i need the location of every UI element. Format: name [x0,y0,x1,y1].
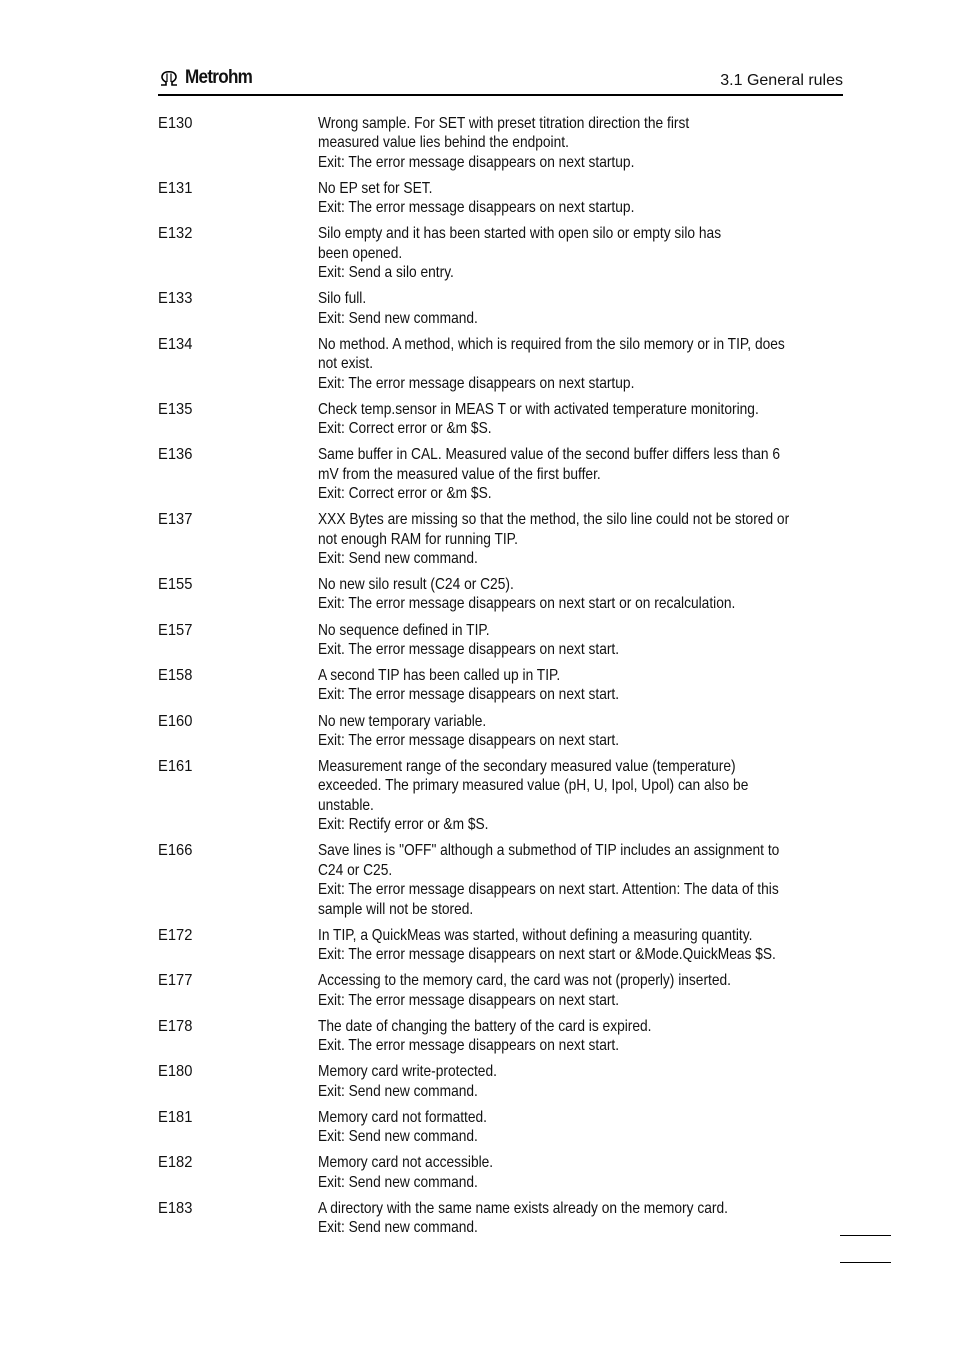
description-line: No new silo result (C24 or C25). [318,576,514,594]
error-description [318,224,772,282]
error-entry [158,400,848,439]
description-line: No method. A method, which is required from the silo memory or in TIP, does [318,335,785,353]
description-line: A directory with the same name exists already on the memory card. [318,1199,728,1217]
description-line: Check temp.sensor in MEAS T or with activated temperature monitoring. [318,400,759,418]
error-entry [158,445,848,503]
description-line: Exit: Send a silo entry. [318,264,454,282]
error-entry [158,621,848,660]
description-line: No EP set for SET. [318,179,433,197]
error-code: E160 [158,712,193,730]
description-line: Save lines is "OFF" although a submethod of TIP includes an assignment to [318,842,780,860]
description-line: not exist. [318,355,374,373]
error-entry [158,841,848,919]
description-line: Exit: Send new command. [318,549,478,567]
error-description [318,841,780,919]
error-entry [158,289,848,328]
error-code: E132 [158,225,193,243]
description-line: Exit: Send new command. [318,1219,478,1237]
error-entry [158,510,848,568]
error-code: E183 [158,1199,193,1217]
description-line: Exit: The error message disappears on next start. [318,731,620,749]
description-line: Exit: The error message disappears on next start. [318,686,620,704]
error-code: E161 [158,758,193,776]
description-line: Same buffer in CAL. Measured value of the second buffer differs less than 6 [318,446,781,464]
error-description [318,179,772,218]
error-code: E158 [158,667,193,685]
description-line: XXX Bytes are missing so that the method, the silo line could not be stored or [318,511,790,529]
error-code: E182 [158,1154,193,1172]
error-code: E178 [158,1017,193,1035]
error-entry [158,757,848,835]
description-line: C24 or C25. [318,861,393,879]
error-code: E177 [158,972,193,990]
error-entry [158,1108,848,1147]
error-description [318,335,785,393]
error-entry [158,712,848,751]
error-entry [158,1062,848,1101]
description-line: In TIP, a QuickMeas was started, without defining a measuring quantity. [318,926,753,944]
description-line: Exit: Send new command. [318,1173,478,1191]
description-line: Memory card not accessible. [318,1154,494,1172]
description-line: Exit. The error message disappears on next start. [318,1037,620,1055]
error-description [318,114,772,172]
error-description [318,1199,772,1238]
error-code: E155 [158,576,193,594]
metrohm-logo [158,67,260,89]
description-line: Exit: Rectify error or &m $S. [318,816,489,834]
error-code: E135 [158,400,193,418]
description-line: Exit: The error message disappears on next startup. [318,374,635,392]
error-code: E133 [158,290,193,308]
error-description [318,575,772,614]
error-entry [158,335,848,393]
description-line: Exit: The error message disappears on next startup. [318,199,635,217]
description-line: Exit: Send new command. [318,1082,478,1100]
error-entry [158,926,848,965]
error-code: E137 [158,511,193,529]
error-description [318,510,790,568]
error-code: E180 [158,1063,193,1081]
description-line: Exit: Correct error or &m $S. [318,420,492,438]
error-entry [158,1153,848,1192]
error-code: E157 [158,621,193,639]
description-line: Silo full. [318,290,367,308]
description-line: exceeded. The primary measured value (pH, U, Ipol, Upol) can also be [318,777,749,795]
logo-text: Metrohm [185,67,253,88]
error-entry [158,666,848,705]
error-description [318,621,772,660]
description-line: sample will not be stored. [318,900,474,918]
error-description [318,445,781,503]
description-line: Silo empty and it has been started with open silo or empty silo has [318,225,722,243]
description-line: not enough RAM for running TIP. [318,530,518,548]
error-code: E136 [158,446,193,464]
description-line: Accessing to the memory card, the card was not (properly) inserted. [318,972,731,990]
description-line: Exit: The error message disappears on next start or on recalculation. [318,595,736,613]
error-code: E134 [158,335,193,353]
description-line: Exit: Send new command. [318,1128,478,1146]
error-entry [158,1199,848,1238]
error-description [318,1153,772,1192]
error-description [318,1062,772,1101]
error-description [318,289,772,328]
error-description [318,666,772,705]
error-description [318,712,772,751]
error-code: E166 [158,842,193,860]
description-line: measured value lies behind the endpoint. [318,134,569,152]
description-line: No new temporary variable. [318,712,487,730]
section-title: 3.1 General rules [720,72,843,89]
description-line: No sequence defined in TIP. [318,621,490,639]
description-line: Memory card write-protected. [318,1063,497,1081]
error-code: E172 [158,926,193,944]
error-entry [158,179,848,218]
description-line: unstable. [318,796,374,814]
description-line: been opened. [318,244,403,262]
error-code: E130 [158,115,193,132]
error-description [318,1108,772,1147]
description-line: The date of changing the battery of the card is expired. [318,1017,652,1035]
description-line: Memory card not formatted. [318,1108,488,1126]
page-header [158,64,843,96]
description-line: Exit: The error message disappears on next start. Attention: The data of this [318,881,779,899]
error-entry [158,224,848,282]
description-line: A second TIP has been called up in TIP. [318,667,561,685]
description-line: Exit: The error message disappears on next start or &Mode.QuickMeas $S. [318,946,776,964]
description-line: Exit: Send new command. [318,309,478,327]
error-entry [158,114,848,172]
description-line: Wrong sample. For SET with preset titration direction the first [318,115,690,132]
footer-rule-top [840,1235,891,1236]
description-line: Exit: The error message disappears on next start. [318,991,620,1009]
footer-rule-bottom [840,1262,891,1263]
omega-icon [158,69,180,87]
description-line: mV from the measured value of the first buffer. [318,465,601,483]
error-entry [158,1017,848,1056]
error-entry [158,971,848,1010]
description-line: Measurement range of the secondary measured value (temperature) [318,758,736,776]
error-description [318,1017,772,1056]
description-line: Exit: The error message disappears on next startup. [318,153,635,171]
error-list [158,114,848,1244]
error-code: E131 [158,179,193,197]
description-line: Exit. The error message disappears on next start. [318,640,620,658]
error-entry [158,575,848,614]
error-description [318,926,776,965]
error-code: E181 [158,1108,193,1126]
description-line: Exit: Correct error or &m $S. [318,485,492,503]
error-description [318,400,772,439]
error-description [318,971,772,1010]
error-description [318,757,772,835]
